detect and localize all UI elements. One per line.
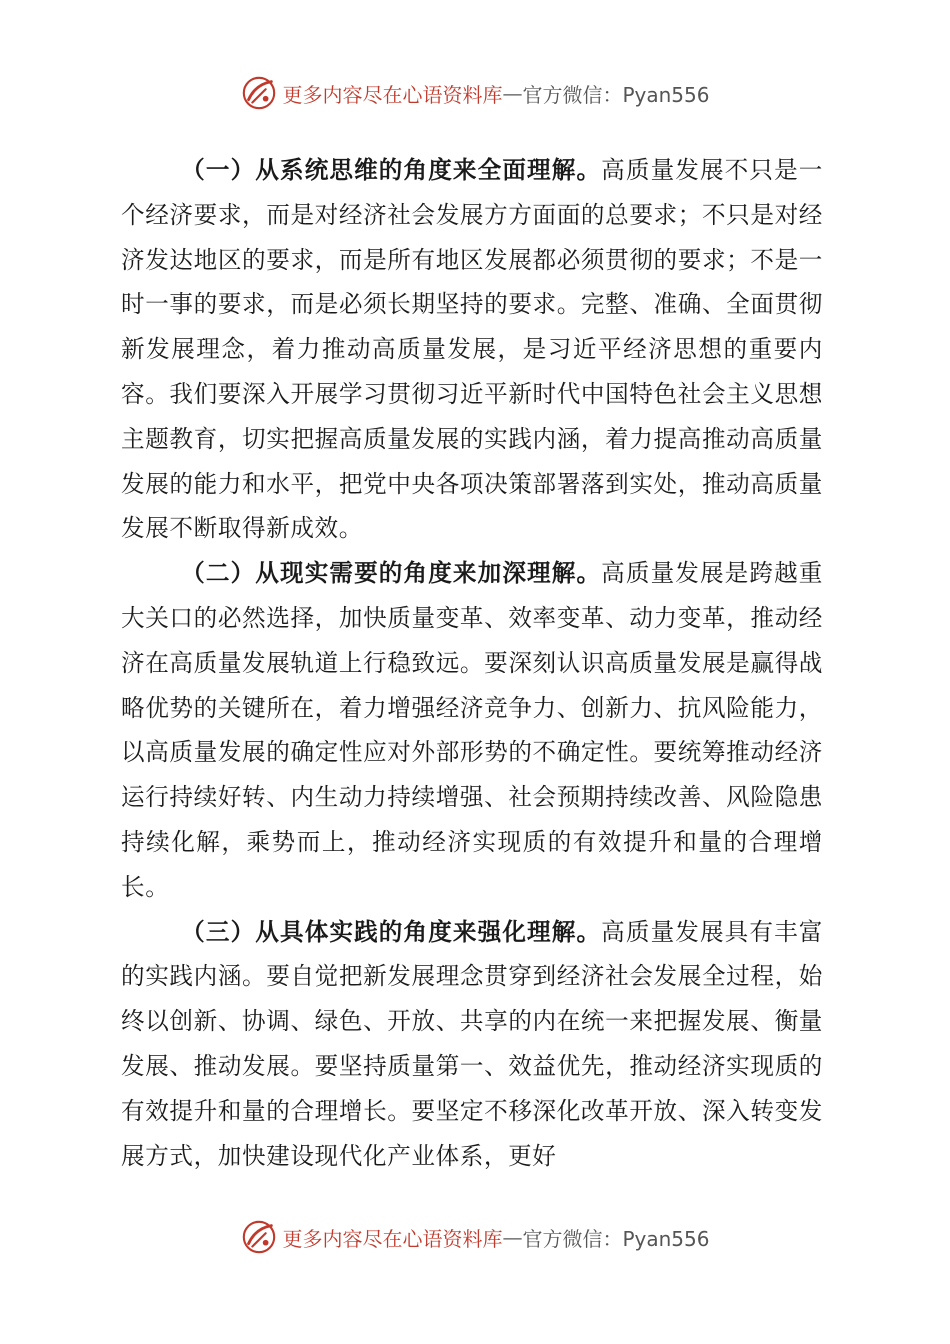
paragraph-1-text: 高质量发展不只是一个经济要求，而是对经济社会发展方方面面的总要求；不只是对经济发达地区的要求，而是所有地区发展都必须贯彻的要求；不是一时一事的要求，而是必须长期坚持的要求。完整、准确、全面贯彻新发展理念，着力推动高质量发展，是习近平经济思想的重要内容。我们要深入开展学习贯彻习近平新时代中国特色社会主义思想主题教育，切实把握高质量发展的实践内涵，着力提高推动高质量发展的能力和水平，把党中央各项决策部署落到实处，推动高质量发展不断取得新成效。 (121, 156, 823, 543)
paragraph-1 (121, 148, 823, 551)
banner-title: 更多内容尽在心语资料库 (282, 82, 503, 107)
paragraph-3-heading: （三）从具体实践的角度来强化理解。 (181, 917, 602, 946)
paragraph-3-text: 高质量发展具有丰富的实践内涵。要自觉把新发展理念贯穿到经济社会发展全过程，始终以创新、协调、绿色、开放、共享的内在统一来把握发展、衡量发展、推动发展。要坚持质量第一、效益优先，推动经济实现质的有效提升和量的合理增长。要坚定不移深化改革开放、深入转变发展方式，加快建设现代化产业体系，更好 (121, 917, 823, 1170)
footer-banner-contact: 官方微信：Pyan556 (522, 1226, 710, 1251)
banner-separator: — (502, 81, 523, 105)
seal-logo-icon (240, 74, 278, 112)
footer-banner-separator: — (502, 1225, 523, 1249)
paragraph-2-text: 高质量发展是跨越重大关口的必然选择，加快质量变革、效率变革、动力变革，推动经济在高质量发展轨道上行稳致远。要深刻认识高质量发展是赢得战略优势的关键所在，着力增强经济竞争力、创新力、抗风险能力，以高质量发展的确定性应对外部形势的不确定性。要统筹推动经济运行持续好转、内生动力持续增强、社会预期持续改善、风险隐患持续化解，乘势而上，推动经济实现质的有效提升和量的合理增长。 (121, 559, 823, 901)
paragraph-1-heading: （一）从系统思维的角度来全面理解。 (181, 156, 602, 184)
footer-banner (0, 1212, 950, 1262)
seal-logo-icon (240, 1218, 278, 1256)
banner-contact: 官方微信：Pyan556 (522, 82, 710, 107)
document-body (121, 148, 823, 1178)
paragraph-2-heading: （二）从现实需要的角度来加深理解。 (181, 559, 602, 588)
header-banner (0, 68, 950, 118)
paragraph-2 (121, 551, 823, 909)
footer-banner-title: 更多内容尽在心语资料库 (282, 1226, 503, 1251)
paragraph-3 (121, 910, 823, 1179)
